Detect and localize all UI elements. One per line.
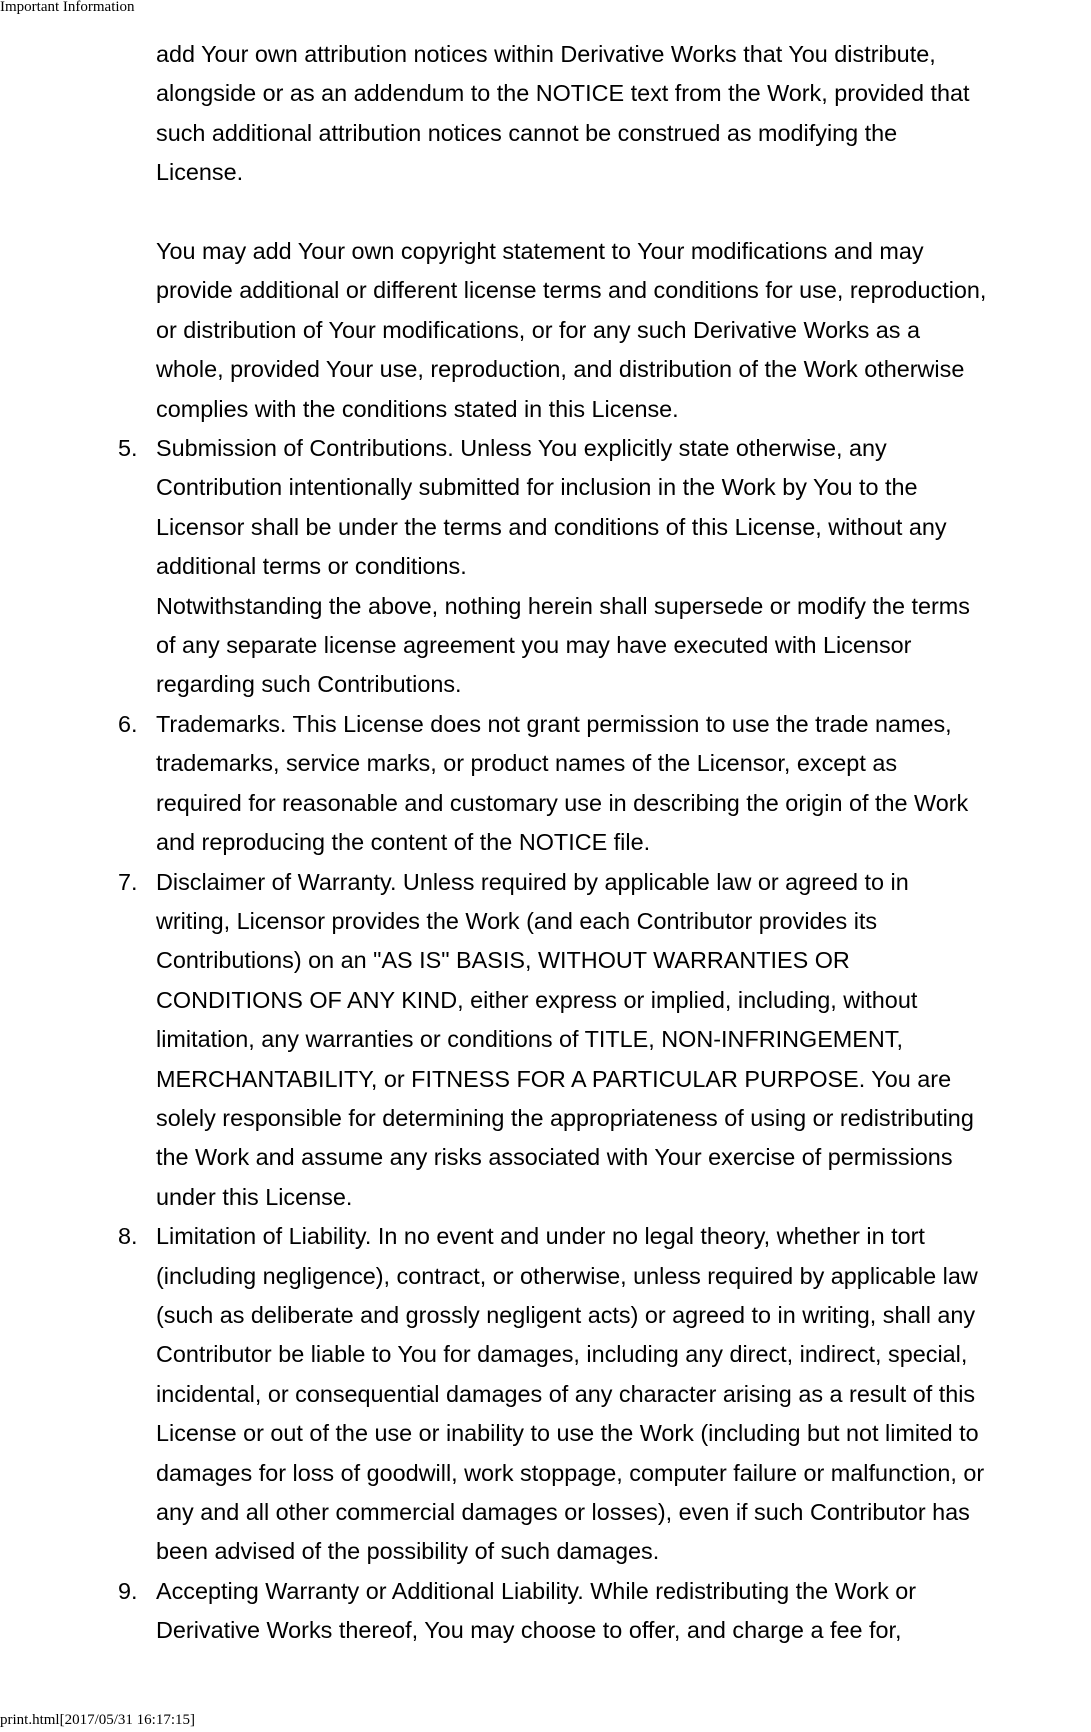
license-body: [118, 35, 1091, 1651]
list-item-disclaimer-of-warranty: [118, 863, 1091, 1218]
list-item-trademarks: [118, 705, 1091, 863]
continued-paragraph-copyright: You may add Your own copyright statement to Your modifications and may provide additional or different license terms and conditions for use, reproduction, or distribution of Your modifications, or for any such Derivative Works as a whole, provided Your use, reproduction, and distribution of the Work otherwise complies with the conditions stated in this License.: [156, 238, 987, 422]
item-text: Trademarks. This License does not grant permission to use the trade names, trademarks, service marks, or product names of the Licensor, except as required for reasonable and customary use in describing the origin of the Work and reproducing the content of the NOTICE file.: [156, 710, 969, 856]
item-number: 9.: [118, 1577, 138, 1604]
list-item-limitation-of-liability: [118, 1217, 1091, 1572]
continued-paragraph-attribution: add Your own attribution notices within Derivative Works that You distribute, alongside or as an addendum to the NOTICE text from the Work, provided that such additional attribution notices cannot be construed as modifying the License.: [156, 41, 970, 186]
print-footer-location: print.html[2017/05/31 16:17:15]: [0, 1712, 195, 1728]
paragraph-spacer: [156, 193, 1091, 232]
item-text: Submission of Contributions. Unless You explicitly state otherwise, any Contribution intentionally submitted for inclusion in the Work by You to the Licensor shall be under the terms and conditions of this License, without any additional terms or conditions. Notwithstanding the above, nothing herein shall supersede or modify the terms of any separate license agreement you may have executed with Licensor regarding such Contributions.: [156, 435, 970, 698]
license-terms-list: [118, 429, 1091, 1651]
item-number: 5.: [118, 435, 138, 462]
item-number: 6.: [118, 710, 138, 737]
item-text: Disclaimer of Warranty. Unless required by applicable law or agreed to in writing, Licensor provides the Work (and each Contributor provides its Contributions) on an "AS IS" BASIS, WITHOUT WARRANTIES OR CONDITIONS OF ANY KIND, either express or implied, including, without limitation, any warranties or conditions of TITLE, NON-INFRINGEMENT, MERCHANTABILITY, or FITNESS FOR A PARTICULAR PURPOSE. You are solely responsible for determining the appropriateness of using or redistributing the Work and assume any risks associated with Your exercise of permissions under this License.: [156, 868, 974, 1210]
item-text: Limitation of Liability. In no event and under no legal theory, whether in tort (including negligence), contract, or otherwise, unless required by applicable law (such as deliberate and grossly negligent acts) or agreed to in writing, shall any Contributor be liable to You for damages, including any direct, indirect, special, incidental, or consequential damages of any character arising as a result of this License or out of the use or inability to use the Work (including but not limited to damages for loss of goodwill, work stoppage, computer failure or malfunction, or any and all other commercial damages or losses), even if such Contributor has been advised of the possibility of such damages.: [156, 1223, 985, 1565]
list-item-submission-of-contributions: [118, 429, 1091, 705]
print-header-title: Important Information: [0, 0, 135, 15]
item-text: Accepting Warranty or Additional Liability. While redistributing the Work or Derivative Works thereof, You may choose to offer, and charge a fee for,: [156, 1577, 917, 1644]
item-number: 8.: [118, 1223, 138, 1250]
list-item-accepting-warranty: [118, 1572, 1091, 1651]
item-number: 7.: [118, 868, 138, 895]
